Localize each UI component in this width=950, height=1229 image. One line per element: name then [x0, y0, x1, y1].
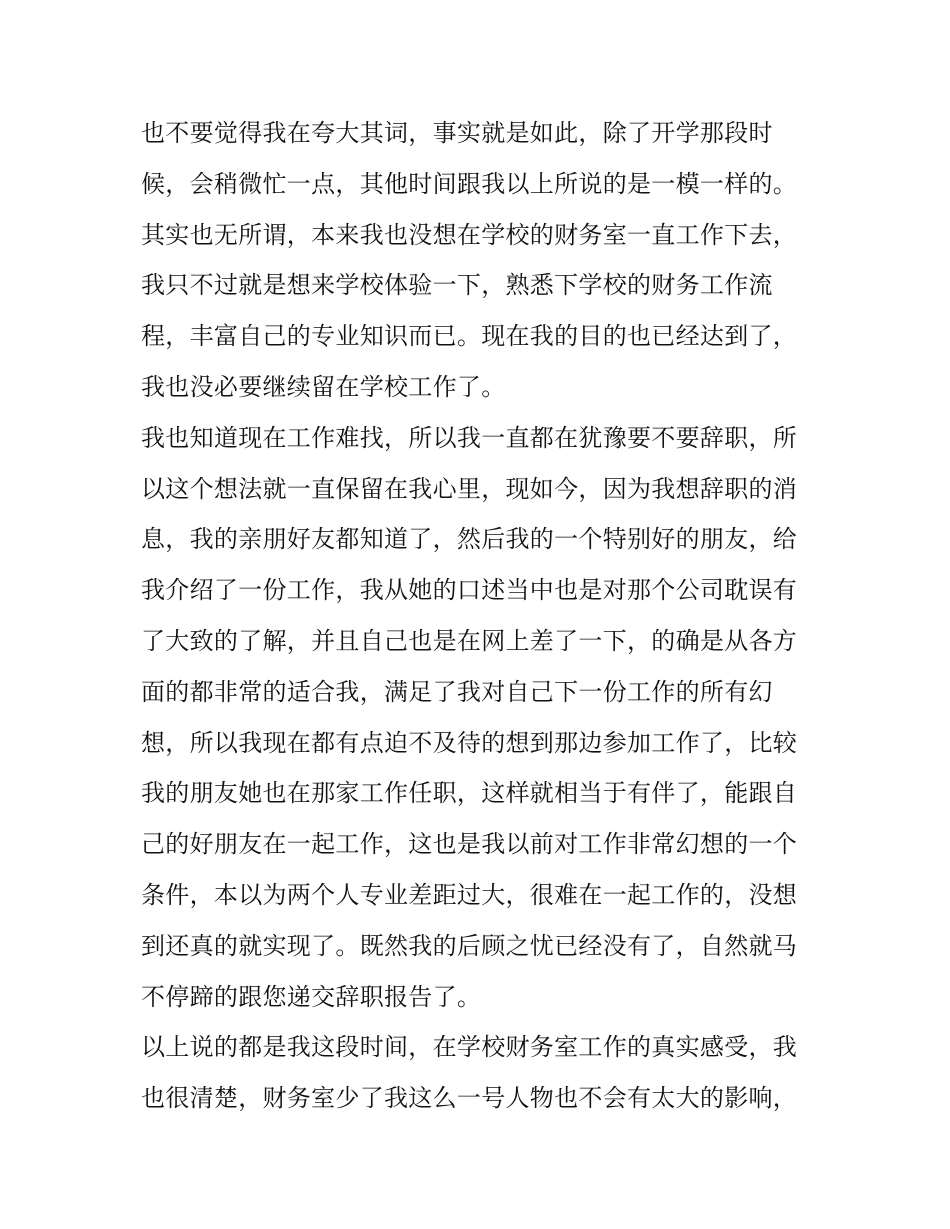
paragraph-1 — [141, 108, 817, 413]
text-line: 我也没必要继续留在学校工作了。 — [141, 372, 506, 401]
text-line: 息，我的亲朋好友都知道了，然后我的一个特别好的朋友，给 — [141, 525, 798, 554]
text-line: 候，会稍微忙一点，其他时间跟我以上所说的是一模一样的。 — [141, 169, 798, 198]
paragraph-3 — [141, 1022, 817, 1124]
paragraph-2 — [141, 413, 817, 1023]
text-line: 想，所以我现在都有点迫不及待的想到那边参加工作了，比较 — [141, 728, 798, 757]
text-line: 其实也无所谓，本来我也没想在学校的财务室一直工作下去， — [141, 220, 798, 249]
text-line: 也不要觉得我在夸大其词，事实就是如此，除了开学那段时 — [141, 119, 773, 147]
document-body — [141, 108, 817, 1124]
text-line: 我只不过就是想来学校体验一下，熟悉下学校的财务工作流 — [141, 271, 773, 300]
text-line: 了大致的了解，并且自己也是在网上差了一下，的确是从各方 — [141, 626, 798, 655]
text-line: 程，丰富自己的专业知识而已。现在我的目的也已经达到了， — [141, 322, 798, 351]
text-line: 面的都非常的适合我，满足了我对自己下一份工作的所有幻 — [141, 677, 773, 706]
text-line: 以上说的都是我这段时间，在学校财务室工作的真实感受，我 — [141, 1033, 798, 1062]
text-line: 不停蹄的跟您递交辞职报告了。 — [141, 982, 482, 1011]
text-line: 条件，本以为两个人专业差距过大，很难在一起工作的，没想 — [141, 880, 798, 909]
text-line: 也很清楚，财务室少了我这么一号人物也不会有太大的影响， — [141, 1084, 798, 1113]
text-line: 己的好朋友在一起工作，这也是我以前对工作非常幻想的一个 — [141, 830, 798, 859]
text-line: 以这个想法就一直保留在我心里，现如今，因为我想辞职的消 — [141, 474, 798, 503]
text-line: 我也知道现在工作难找，所以我一直都在犹豫要不要辞职，所 — [141, 423, 798, 452]
text-line: 到还真的就实现了。既然我的后顾之忧已经没有了，自然就马 — [141, 931, 798, 960]
text-line: 我介绍了一份工作，我从她的口述当中也是对那个公司耽误有 — [141, 576, 798, 605]
text-line: 我的朋友她也在那家工作任职，这样就相当于有伴了，能跟自 — [141, 779, 798, 808]
